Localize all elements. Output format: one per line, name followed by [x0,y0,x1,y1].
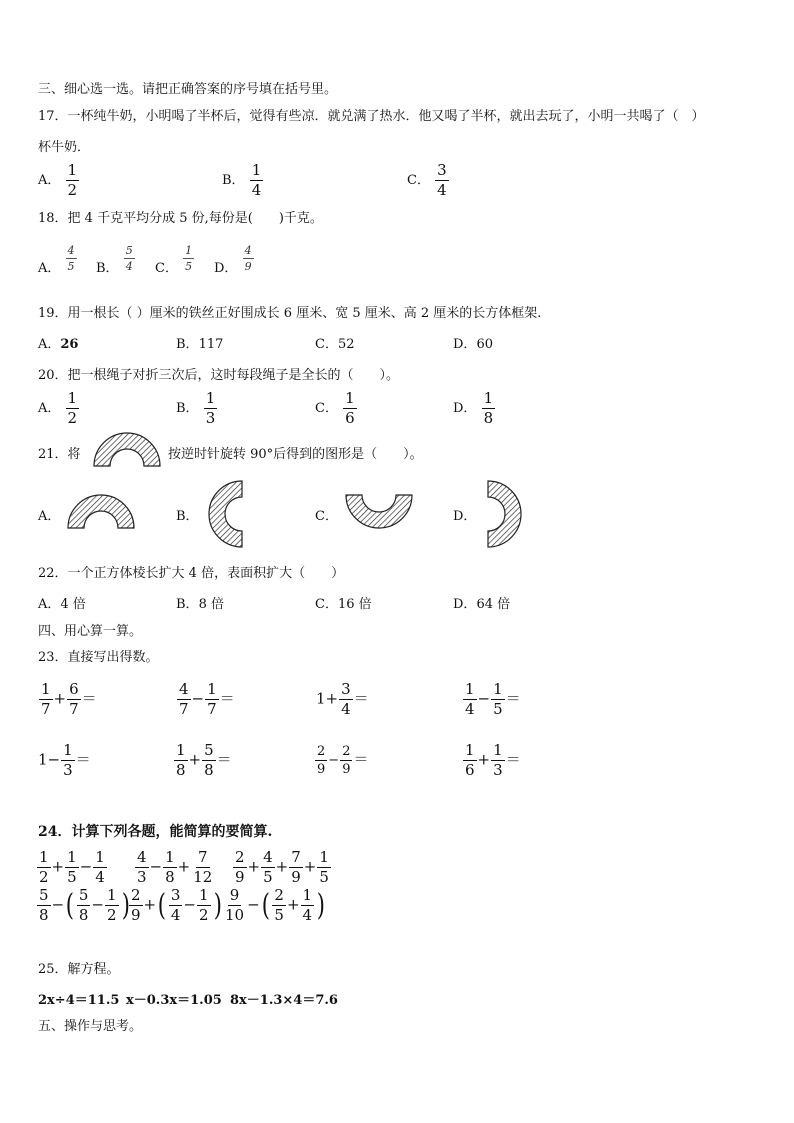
equation-3: 8x－1.3×4＝7.6 [230,993,338,1008]
q21-option-c-label[interactable]: C． [315,509,338,524]
q17-option-c[interactable] [407,163,450,198]
q20-option-b[interactable]: B． $\frac{1}{3}$ [176,389,216,427]
q18-option-c[interactable] [155,244,195,276]
q21-option-b-label[interactable]: B． [176,509,199,524]
q21-option-d-label[interactable]: D． [453,509,477,524]
q20-option-d[interactable]: D． $\frac{1}{8}$ [453,389,494,427]
q20-option-c[interactable]: C． $\frac{1}{6}$ [315,389,355,427]
q24-stem: 24．计算下列各题，能简算的要简算. [38,824,273,840]
q18-option-a[interactable] [38,244,78,276]
arch-down-figure[interactable] [344,493,414,531]
q23-item: $\frac{1}{6}$ + $\frac{1}{3}$ ＝ [465,741,521,779]
equation-1: 2x÷4＝11.5 [38,993,120,1008]
q17-stem: 17．一杯纯牛奶，小明喝了半杯后，觉得有些凉．就兑满了热水．他又喝了半杯，就出去玩了，小明一共喝了（ ） [38,109,705,124]
q23-item: $\frac{1}{8}$ + $\frac{5}{8}$ ＝ [176,741,232,779]
arch-left-figure[interactable] [205,479,245,549]
q22-option-b[interactable]: B．8 倍 [176,597,224,612]
q24-expression: $\frac{4}{3}$ − $\frac{1}{8}$ + $\frac{7}{12}$ [137,848,213,886]
q23-stem: 23．直接写出得数。 [38,650,159,665]
equation-2: x－0.3x＝1.05 [126,993,222,1008]
q23-item: $\frac{2}{9}$ − $\frac{2}{9}$ ＝ [317,744,369,777]
q22-option-d[interactable]: D．64 倍 [453,597,511,612]
q18-stem: 18．把 4 千克平均分成 5 份,每份是( )千克。 [38,211,323,226]
option-label: C． [155,261,178,276]
q18-option-b[interactable] [96,244,136,276]
q23-item: $\frac{4}{7}$ − $\frac{1}{7}$ ＝ [179,680,235,718]
option-label: B． [222,173,245,188]
q23-item: $\frac{1}{4}$ − $\frac{1}{5}$ ＝ [465,680,521,718]
q23-item: 1+ $\frac{3}{4}$ ＝ [316,680,369,718]
fraction: $\frac{1}{4}$ [251,161,262,199]
q25-stem: 25．解方程。 [38,962,120,977]
q24-expression: $\frac{2}{9}$ +( $\frac{3}{4}$ − $\frac{1}{2}$ ) [131,886,222,924]
q19-stem: 19．用一根长（ ）厘米的铁丝正好围成长 6 厘米、宽 5 厘米、高 2 厘米的长方体框架. [38,306,542,321]
q19-option-d[interactable]: D．60 [453,337,493,352]
option-label: A． [38,173,61,188]
q24-expression: $\frac{9}{10}$ −( $\frac{2}{5}$ + $\frac{1}{4}$ ) [225,886,326,924]
fraction: $\frac{1}{8}$ [483,389,494,427]
fraction: $\frac{1}{2}$ [67,389,78,427]
q19-option-b[interactable]: B．117 [176,337,224,352]
arch-up-figure[interactable] [66,492,136,530]
fraction: $\frac{3}{4}$ [437,161,447,199]
arch-up-figure [92,430,162,468]
q24-expression: $\frac{2}{9}$ + $\frac{4}{5}$ + $\frac{7}{9}$ + $\frac{1}{5}$ [235,848,329,886]
q22-stem: 22．一个正方体棱长扩大 4 倍，表面积扩大（ ） [38,566,345,581]
q20-stem: 20．把一根绳子对折三次后，这时每段绳子是全长的（ ）。 [38,368,400,383]
q23-item: $\frac{1}{7}$ + $\frac{6}{7}$ ＝ [41,680,97,718]
q17-stem-cont: 杯牛奶． [38,140,91,155]
arch-right-figure[interactable] [485,479,525,549]
q24-expression: $\frac{1}{2}$ + $\frac{1}{5}$ − $\frac{1}{4}$ [39,848,105,886]
q18-option-d[interactable] [214,244,255,276]
section-5-title: 五、操作与思考。 [38,1019,143,1034]
option-label: D． [214,261,238,276]
fraction: $\frac{1}{3}$ [205,389,216,427]
q20-option-a[interactable]: A． $\frac{1}{2}$ [38,389,78,427]
fraction: $\frac{4}{5}$ [67,244,75,273]
option-label: C． [407,173,430,188]
section-3-title: 三、细心选一选。请把正确答案的序号填在括号里。 [38,82,338,97]
q24-expression: $\frac{5}{8}$ −( $\frac{5}{8}$ − $\frac{1}{2}$ ) [39,886,130,924]
q22-option-a[interactable]: A．4 倍 [38,597,86,612]
fraction: $\frac{5}{4}$ [125,244,133,273]
q17-option-b[interactable] [222,163,264,198]
section-4-title: 四、用心算一算。 [38,624,143,639]
q19-option-a[interactable]: A．26 [38,337,79,352]
q21-option-a-label[interactable]: A． [38,509,61,524]
q21-suffix: 按逆时针旋转 90°后得到的图形是（ ）。 [168,447,423,462]
q22-option-c[interactable]: C．16 倍 [315,597,372,612]
fraction: $\frac{1}{5}$ [185,244,193,273]
q21-prefix: 21．将 [38,447,81,462]
q17-option-a[interactable] [38,163,80,198]
q23-item: 1− $\frac{1}{3}$ ＝ [38,741,91,779]
option-label: B． [96,261,119,276]
fraction: $\frac{1}{6}$ [345,389,355,427]
fraction: $\frac{1}{2}$ [67,161,78,199]
q19-option-c[interactable]: C．52 [315,337,355,352]
fraction: $\frac{4}{9}$ [244,244,252,273]
option-label: A． [38,261,61,276]
